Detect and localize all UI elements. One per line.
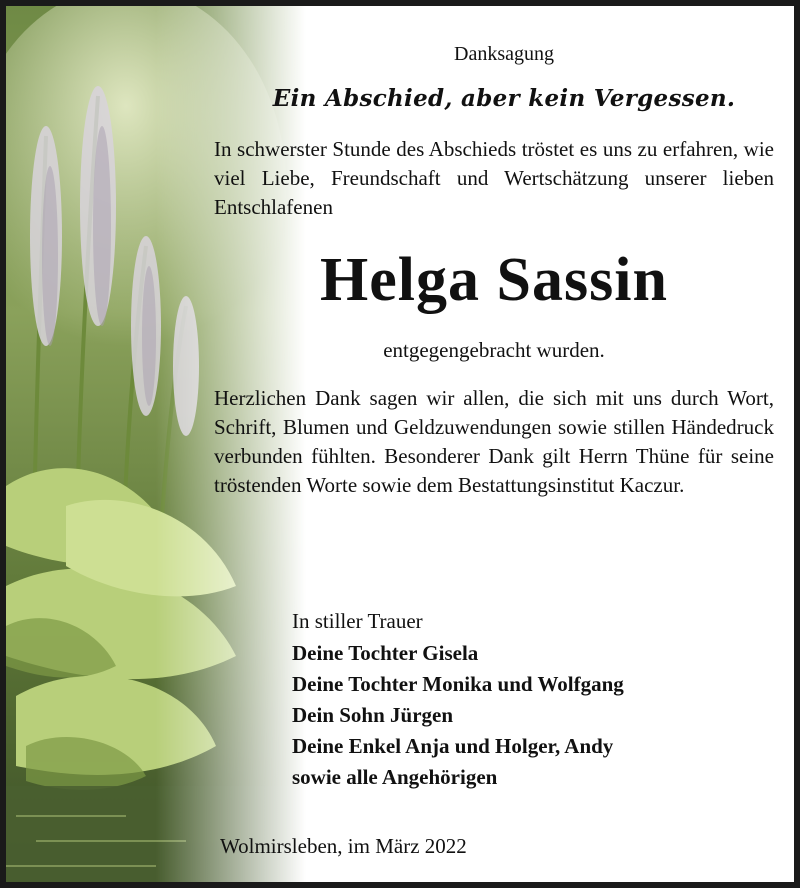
mourner-name: Deine Tochter Gisela bbox=[292, 641, 479, 665]
mourner-name: Deine Enkel Anja und Holger, Andy bbox=[292, 734, 614, 758]
motto: Ein Abschied, aber kein Vergessen. bbox=[272, 85, 736, 112]
thanks-paragraph: Herzlichen Dank sagen wir allen, die sich mit uns durch Wort, Schrift, Blumen und Geldzuwendungen sowie stillen Händedruck verbunden fühlten. Besonderer Dank gilt Herrn Thüne für seine tröstenden Worte sowie dem Bestattungsinstitut Kaczur. bbox=[214, 386, 774, 497]
mourners-list bbox=[292, 638, 782, 793]
mourner-name: Deine Tochter Monika und Wolfgang bbox=[292, 672, 624, 696]
deceased-name: Helga Sassin bbox=[320, 246, 668, 314]
heading: Danksagung bbox=[454, 43, 554, 65]
mourner-name: Dein Sohn Jürgen bbox=[292, 703, 454, 727]
closing-line: entgegengebracht wurden. bbox=[383, 338, 605, 362]
intro-paragraph: In schwerster Stunde des Abschieds tröstet es uns zu erfahren, wie viel Liebe, Freundschaft und Wertschätzung unserer lieben Entschlafenen bbox=[214, 137, 774, 219]
place-and-date: Wolmirsleben, im März 2022 bbox=[220, 834, 467, 858]
mourner-name: sowie alle Angehörigen bbox=[292, 765, 498, 789]
mourning-intro: In stiller Trauer bbox=[292, 609, 423, 633]
